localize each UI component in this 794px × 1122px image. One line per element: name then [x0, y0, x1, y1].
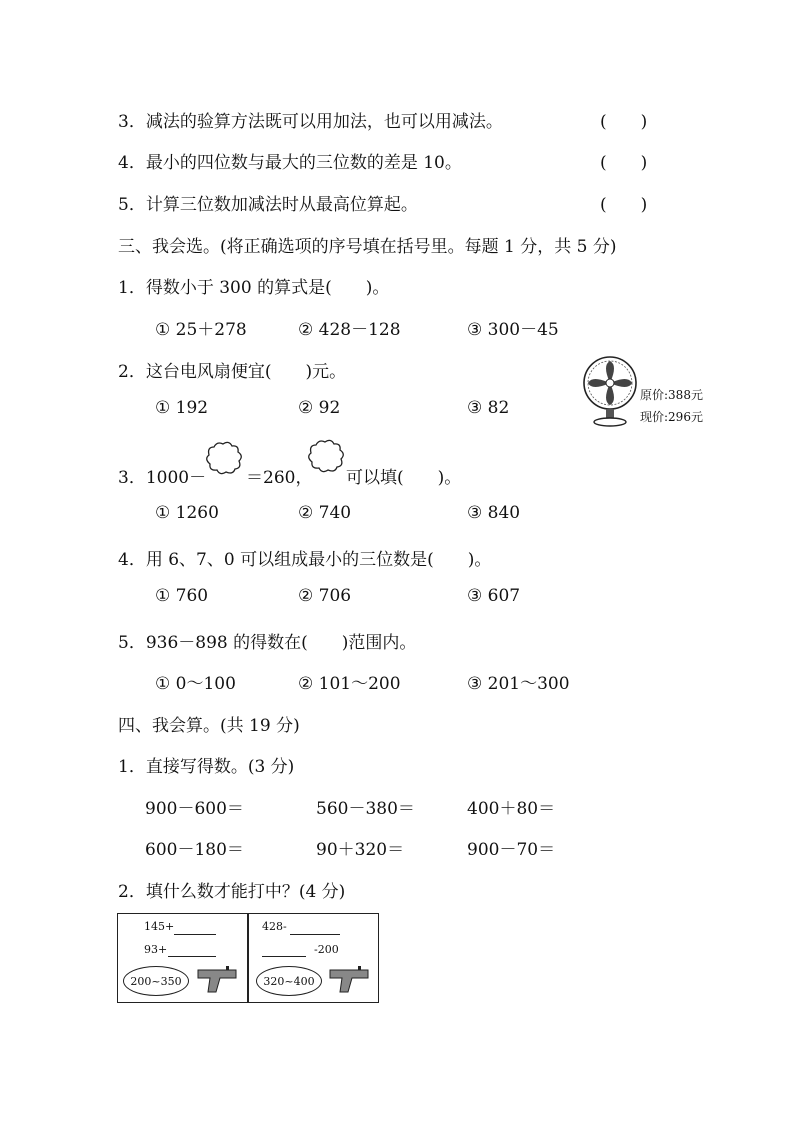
range-oval: 320~400 [256, 966, 322, 996]
calc-item: 400＋80＝ [467, 799, 556, 819]
choice-question-2: 2．这台电风扇便宜( )元。 [118, 362, 347, 382]
toy-gun-icon [196, 966, 240, 996]
choice-question-4: 4．用 6、7、0 可以组成最小的三位数是( )。 [118, 550, 492, 570]
calc-item: 900－70＝ [467, 840, 556, 860]
option-2[interactable]: ② 101～200 [298, 674, 401, 694]
answer-blank[interactable] [168, 956, 216, 957]
option-1[interactable]: ① 1260 [155, 503, 219, 523]
electric-fan-icon [580, 355, 640, 427]
option-3[interactable]: ③ 201～300 [467, 674, 570, 694]
calc-item: 90＋320＝ [316, 840, 405, 860]
option-3[interactable]: ③ 300－45 [467, 320, 559, 340]
section-4-title: 四、我会算。(共 19 分) [118, 716, 300, 736]
option-1[interactable]: ① 760 [155, 586, 209, 606]
flower-icon [202, 440, 244, 476]
option-3[interactable]: ③ 82 [467, 398, 510, 418]
flower-icon [304, 438, 346, 474]
target-panel-2 [247, 913, 379, 1003]
answer-blank[interactable] [262, 956, 306, 957]
toy-gun-icon [328, 966, 372, 996]
calc-item: 900－600＝ [145, 799, 244, 819]
calc-item: 560－380＝ [316, 799, 415, 819]
option-2[interactable]: ② 706 [298, 586, 352, 606]
choice-question-5: 5．936－898 的得数在( )范围内。 [118, 633, 417, 653]
judge-item-5: 5．计算三位数加减法时从最高位算起。 [118, 195, 418, 215]
choice-question-3-part-c: 可以填( )。 [346, 468, 462, 488]
current-price: 现价:296元 [640, 410, 703, 424]
option-1[interactable]: ① 192 [155, 398, 209, 418]
range-oval: 200~350 [123, 966, 189, 996]
target-expression: 93+ [144, 943, 168, 956]
option-3[interactable]: ③ 607 [467, 586, 521, 606]
option-1[interactable]: ① 0～100 [155, 674, 236, 694]
target-expression: 428- [262, 920, 287, 933]
option-1[interactable]: ① 25＋278 [155, 320, 247, 340]
option-3[interactable]: ③ 840 [467, 503, 521, 523]
option-2[interactable]: ② 428－128 [298, 320, 401, 340]
target-panel-1 [117, 913, 249, 1003]
choice-question-1: 1．得数小于 300 的算式是( )。 [118, 278, 390, 298]
judge-item-4: 4．最小的四位数与最大的三位数的差是 10。 [118, 153, 462, 173]
answer-blank[interactable] [174, 934, 216, 935]
answer-paren[interactable]: ( ) [600, 195, 648, 215]
answer-blank[interactable] [290, 934, 340, 935]
calc-question-2: 2．填什么数才能打中？(4 分) [118, 882, 346, 902]
original-price: 原价:388元 [640, 388, 703, 402]
option-2[interactable]: ② 740 [298, 503, 352, 523]
calc-item: 600－180＝ [145, 840, 244, 860]
target-expression: 145+ [144, 920, 175, 933]
choice-question-3-part-b: ＝260， [246, 468, 313, 488]
judge-item-3: 3．减法的验算方法既可以用加法，也可以用减法。 [118, 112, 503, 132]
answer-paren[interactable]: ( ) [600, 112, 648, 132]
option-2[interactable]: ② 92 [298, 398, 341, 418]
calc-question-1: 1．直接写得数。(3 分) [118, 757, 295, 777]
section-3-title: 三、我会选。(将正确选项的序号填在括号里。每题 1 分，共 5 分) [118, 237, 617, 257]
choice-question-3-part-a: 3．1000－ [118, 468, 207, 488]
target-expression: -200 [314, 943, 339, 956]
answer-paren[interactable]: ( ) [600, 153, 648, 173]
